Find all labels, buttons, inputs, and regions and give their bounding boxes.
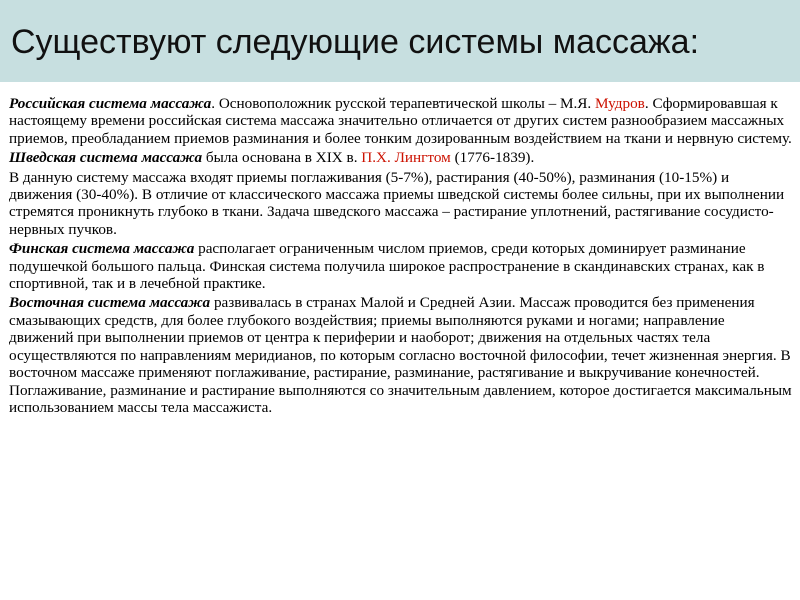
section-swedish-text-after: (1776-1839).	[450, 149, 535, 167]
slide-title: Существуют следующие системы массажа:	[11, 23, 700, 61]
section-finnish-text: располагает ограниченным числом приемов, среди которых доминирует разминание подушечкой большого пальца. Финская система получила широкое распространение в скандинавских странах, как в спортивной, так и в лечебной практике.	[9, 240, 765, 293]
section-russian	[9, 95, 792, 147]
section-russian-founder: Мудров	[595, 95, 645, 112]
section-swedish-details: В данную систему массажа входят приемы поглаживания (5-7%), растирания (40-50%), разминания (10-15%) и движения (30-40%). В отличие от классического массажа приемы шведской системы более сильны, при их выполнении стремятся проникнуть глубоко в ткани. Задача шведского массажа – растирание уплотнений, растягивание сосудисто-нервных пучков.	[9, 168, 785, 238]
section-finnish-term: Финская система массажа	[9, 240, 195, 258]
section-eastern-text: развивалась в странах Малой и Средней Азии. Массаж проводится без применения смазывающих средств, для более глубокого воздействия; приемы выполняются руками и ногами; направление движений при выполнении приемов от центра к периферии и наоборот; движения на отдельных частях тела осуществляются по направлениям меридианов, по которым согласно восточной философии, течет жизненная энергия. В восточном массаже применяют поглаживание, растирание, разминание, растягивание и выкручивание конечностей. Поглаживание, разминание и растирание выполняются со значительным давлением, которое достигается максимальным использованием массы тела массажиста.	[9, 294, 792, 416]
section-russian-term: Российская система массажа	[9, 95, 212, 112]
section-eastern-term: Восточная система массажа	[9, 294, 211, 312]
section-swedish-text-before: была основана в XIX в.	[202, 149, 362, 167]
section-eastern	[9, 294, 792, 416]
section-swedish-term: Шведская система массажа	[9, 149, 203, 167]
section-finnish	[9, 240, 792, 292]
section-swedish-founder: П.Х. Лингтом	[361, 149, 451, 167]
slide-body	[9, 95, 792, 418]
section-swedish	[9, 149, 792, 166]
section-russian-text-after: . Сформировавшая к настоящему времени российская система массажа значительно отличается от других систем разнообразием массажных приемов, преобладанием приемов разминания и более тонким дозированным воздействием на ткани и нервную систему.	[9, 95, 792, 147]
section-russian-text-before: . Основоположник русской терапевтической школы – М.Я.	[211, 95, 595, 112]
title-bar	[0, 0, 800, 82]
